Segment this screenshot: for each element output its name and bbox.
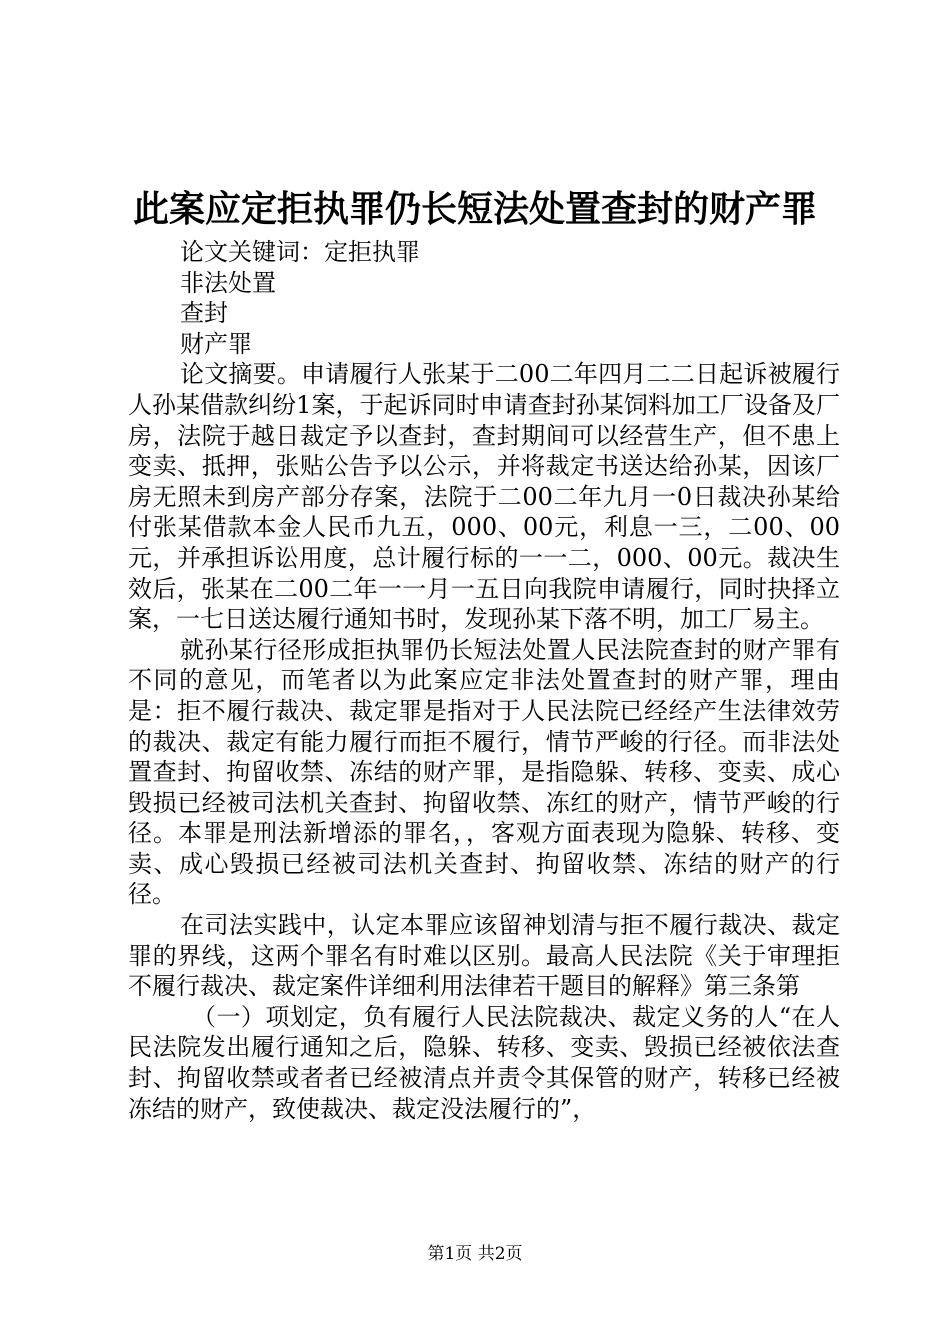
document-title: 此案应定拒执罪仍长短法处置查封的财产罪 <box>132 188 817 230</box>
keyword-line: 非法处置 <box>180 268 276 297</box>
keyword-line: 财产罪 <box>180 329 252 358</box>
keyword-line: 查封 <box>180 299 228 328</box>
body-paragraph: （一）项划定，负有履行人民法院裁决、裁定义务的人“在人民法院发出履行通知之后，隐躲、转移、变卖、毁损已经被依法查封、拘留收禁或者者已经被清点并责令其保管的财产，转移已经被冻结的财产，致使裁决、裁定没法履行的”， <box>128 1002 840 1123</box>
body-paragraph: 论文摘要。申请履行人张某于二00二年四月二二日起诉被履行人孙某借款纠纷1案，于起诉同时申请查封孙某饲料加工厂设备及厂房，法院于越日裁定予以查封，查封期间可以经营生产，但不患上变卖、抵押，张贴公告予以公示，并将裁定书送达给孙某，因该厂房无照未到房产部分存案，法院于二00二年九月一0日裁决孙某给付张某借款本金人民币九五，000、00元，利息一三，二00、00元，并承担诉讼用度，总计履行标的一一二，000、00元。裁决生效后，张某在二00二年一一月一五日向我院申请履行，同时抉择立案，一七日送达履行通知书时，发现孙某下落不明，加工厂易主。 <box>128 360 840 634</box>
document-body <box>128 237 840 1124</box>
body-paragraph: 在司法实践中，认定本罪应该留神划清与拒不履行裁决、裁定罪的界线，这两个罪名有时难以区别。最高人民法院《关于审理拒不履行裁决、裁定案件详细利用法律若干题目的解释》第三条第 <box>128 911 840 1001</box>
page-number-footer: 第1页 共2页 <box>427 1244 523 1264</box>
keyword-line: 论文关键词：定拒执罪 <box>180 238 420 266</box>
body-paragraph: 就孙某行径形成拒执罪仍长短法处置人民法院查封的财产罪有不同的意见，而笔者以为此案应定非法处置查封的财产罪，理由是：拒不履行裁决、裁定罪是指对于人民法院已经经产生法律效劳的裁决、裁定有能力履行而拒不履行，情节严峻的行径。而非法处置查封、拘留收禁、冻结的财产罪，是指隐躲、转移、变卖、成心毁损已经被司法机关查封、拘留收禁、冻红的财产，情节严峻的行径。本罪是刑法新增添的罪名，，客观方面表现为隐躲、转移、变卖、成心毁损已经被司法机关查封、拘留收禁、冻结的财产的行径。 <box>128 635 840 909</box>
